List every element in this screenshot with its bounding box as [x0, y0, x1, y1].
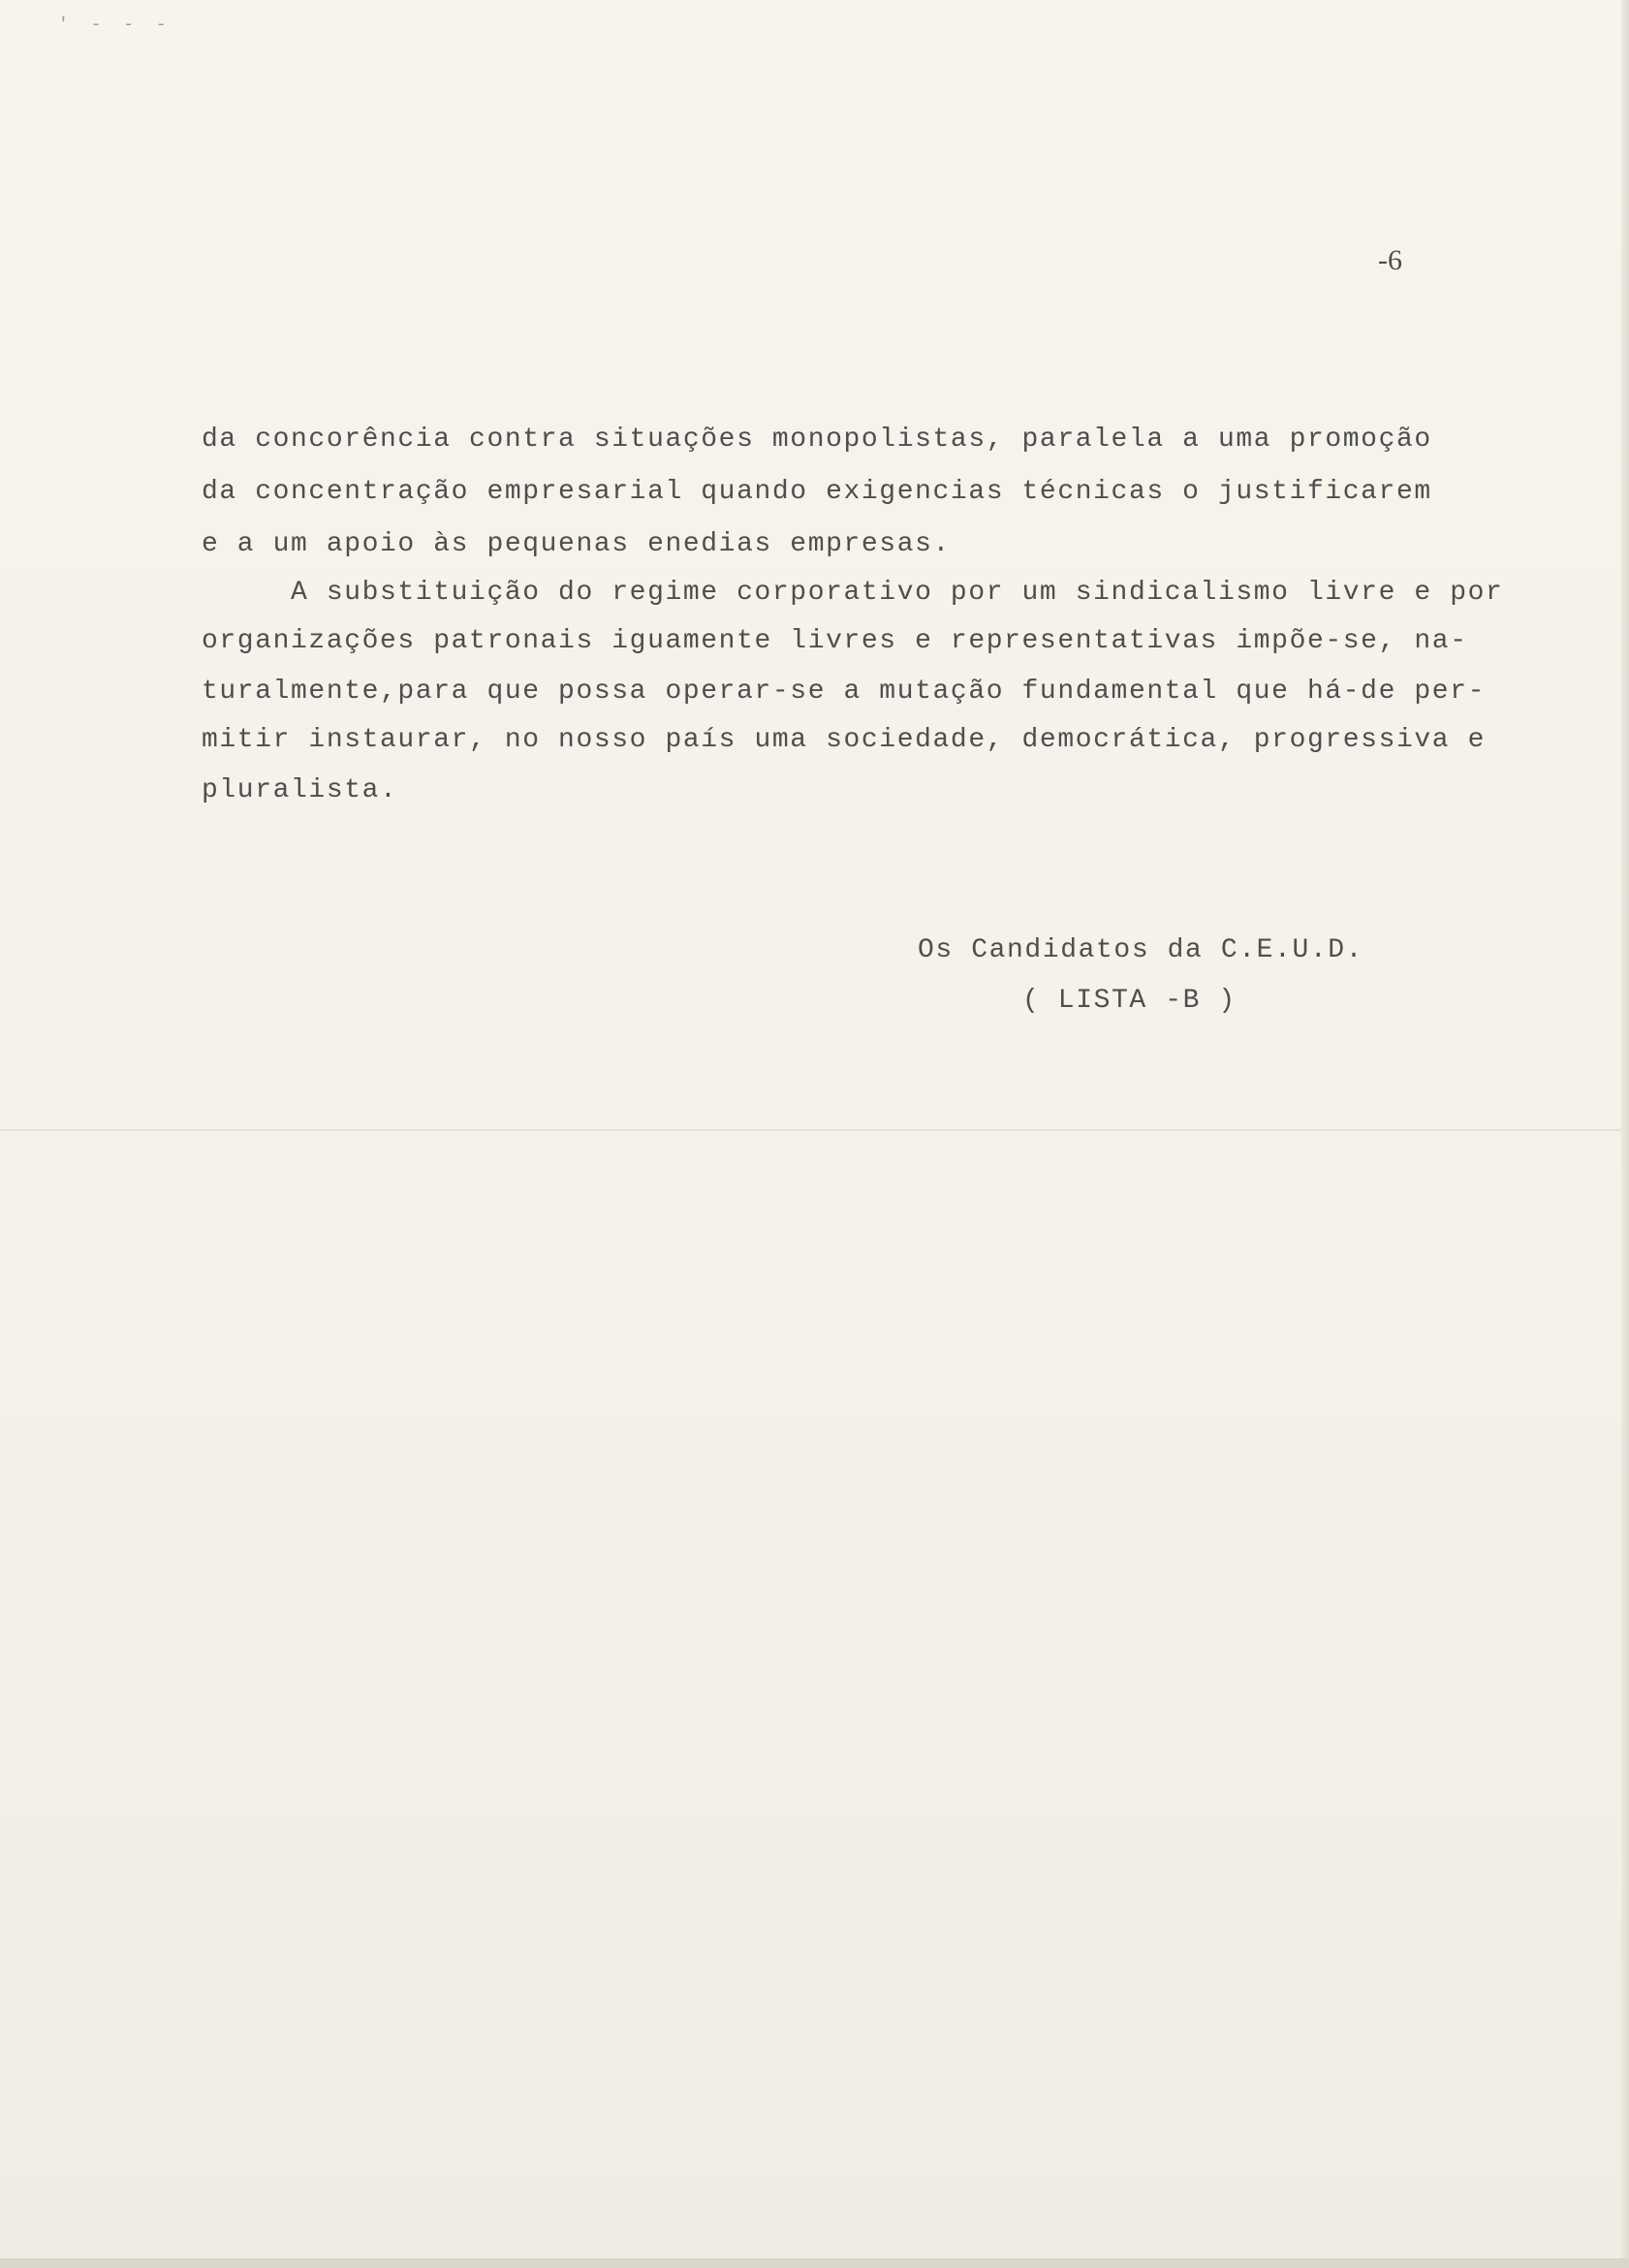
text-line-1: da concorência contra situações monopolistas, paralela a uma promoção: [202, 425, 1432, 455]
page-edge-right: [1621, 0, 1629, 2268]
corner-marks: ' - - -: [58, 16, 172, 35]
text-line-8: pluralista.: [202, 775, 398, 805]
page-fold: [0, 1129, 1629, 1131]
text-line-5: organizações patronais iguamente livres e representativas impõe-se, na-: [202, 626, 1468, 656]
text-line-7: mitir instaurar, no nosso país uma sociedade, democrática, progressiva e: [202, 725, 1486, 755]
text-line-2: da concentração empresarial quando exigencias técnicas o justificarem: [202, 477, 1432, 507]
text-line-6: turalmente,para que possa operar-se a mutação fundamental que há-de per-: [202, 677, 1486, 707]
text-line-3: e a um apoio às pequenas enedias empresas.: [202, 529, 951, 559]
signature-line-list: ( LISTA -B ): [1022, 986, 1237, 1016]
page-edge-bottom: [0, 2258, 1629, 2268]
page-number: -6: [1378, 244, 1402, 276]
text-line-4: A substituição do regime corporativo por um sindicalismo livre e por: [202, 578, 1504, 608]
signature-line-candidates: Os Candidatos da C.E.U.D.: [918, 935, 1364, 965]
